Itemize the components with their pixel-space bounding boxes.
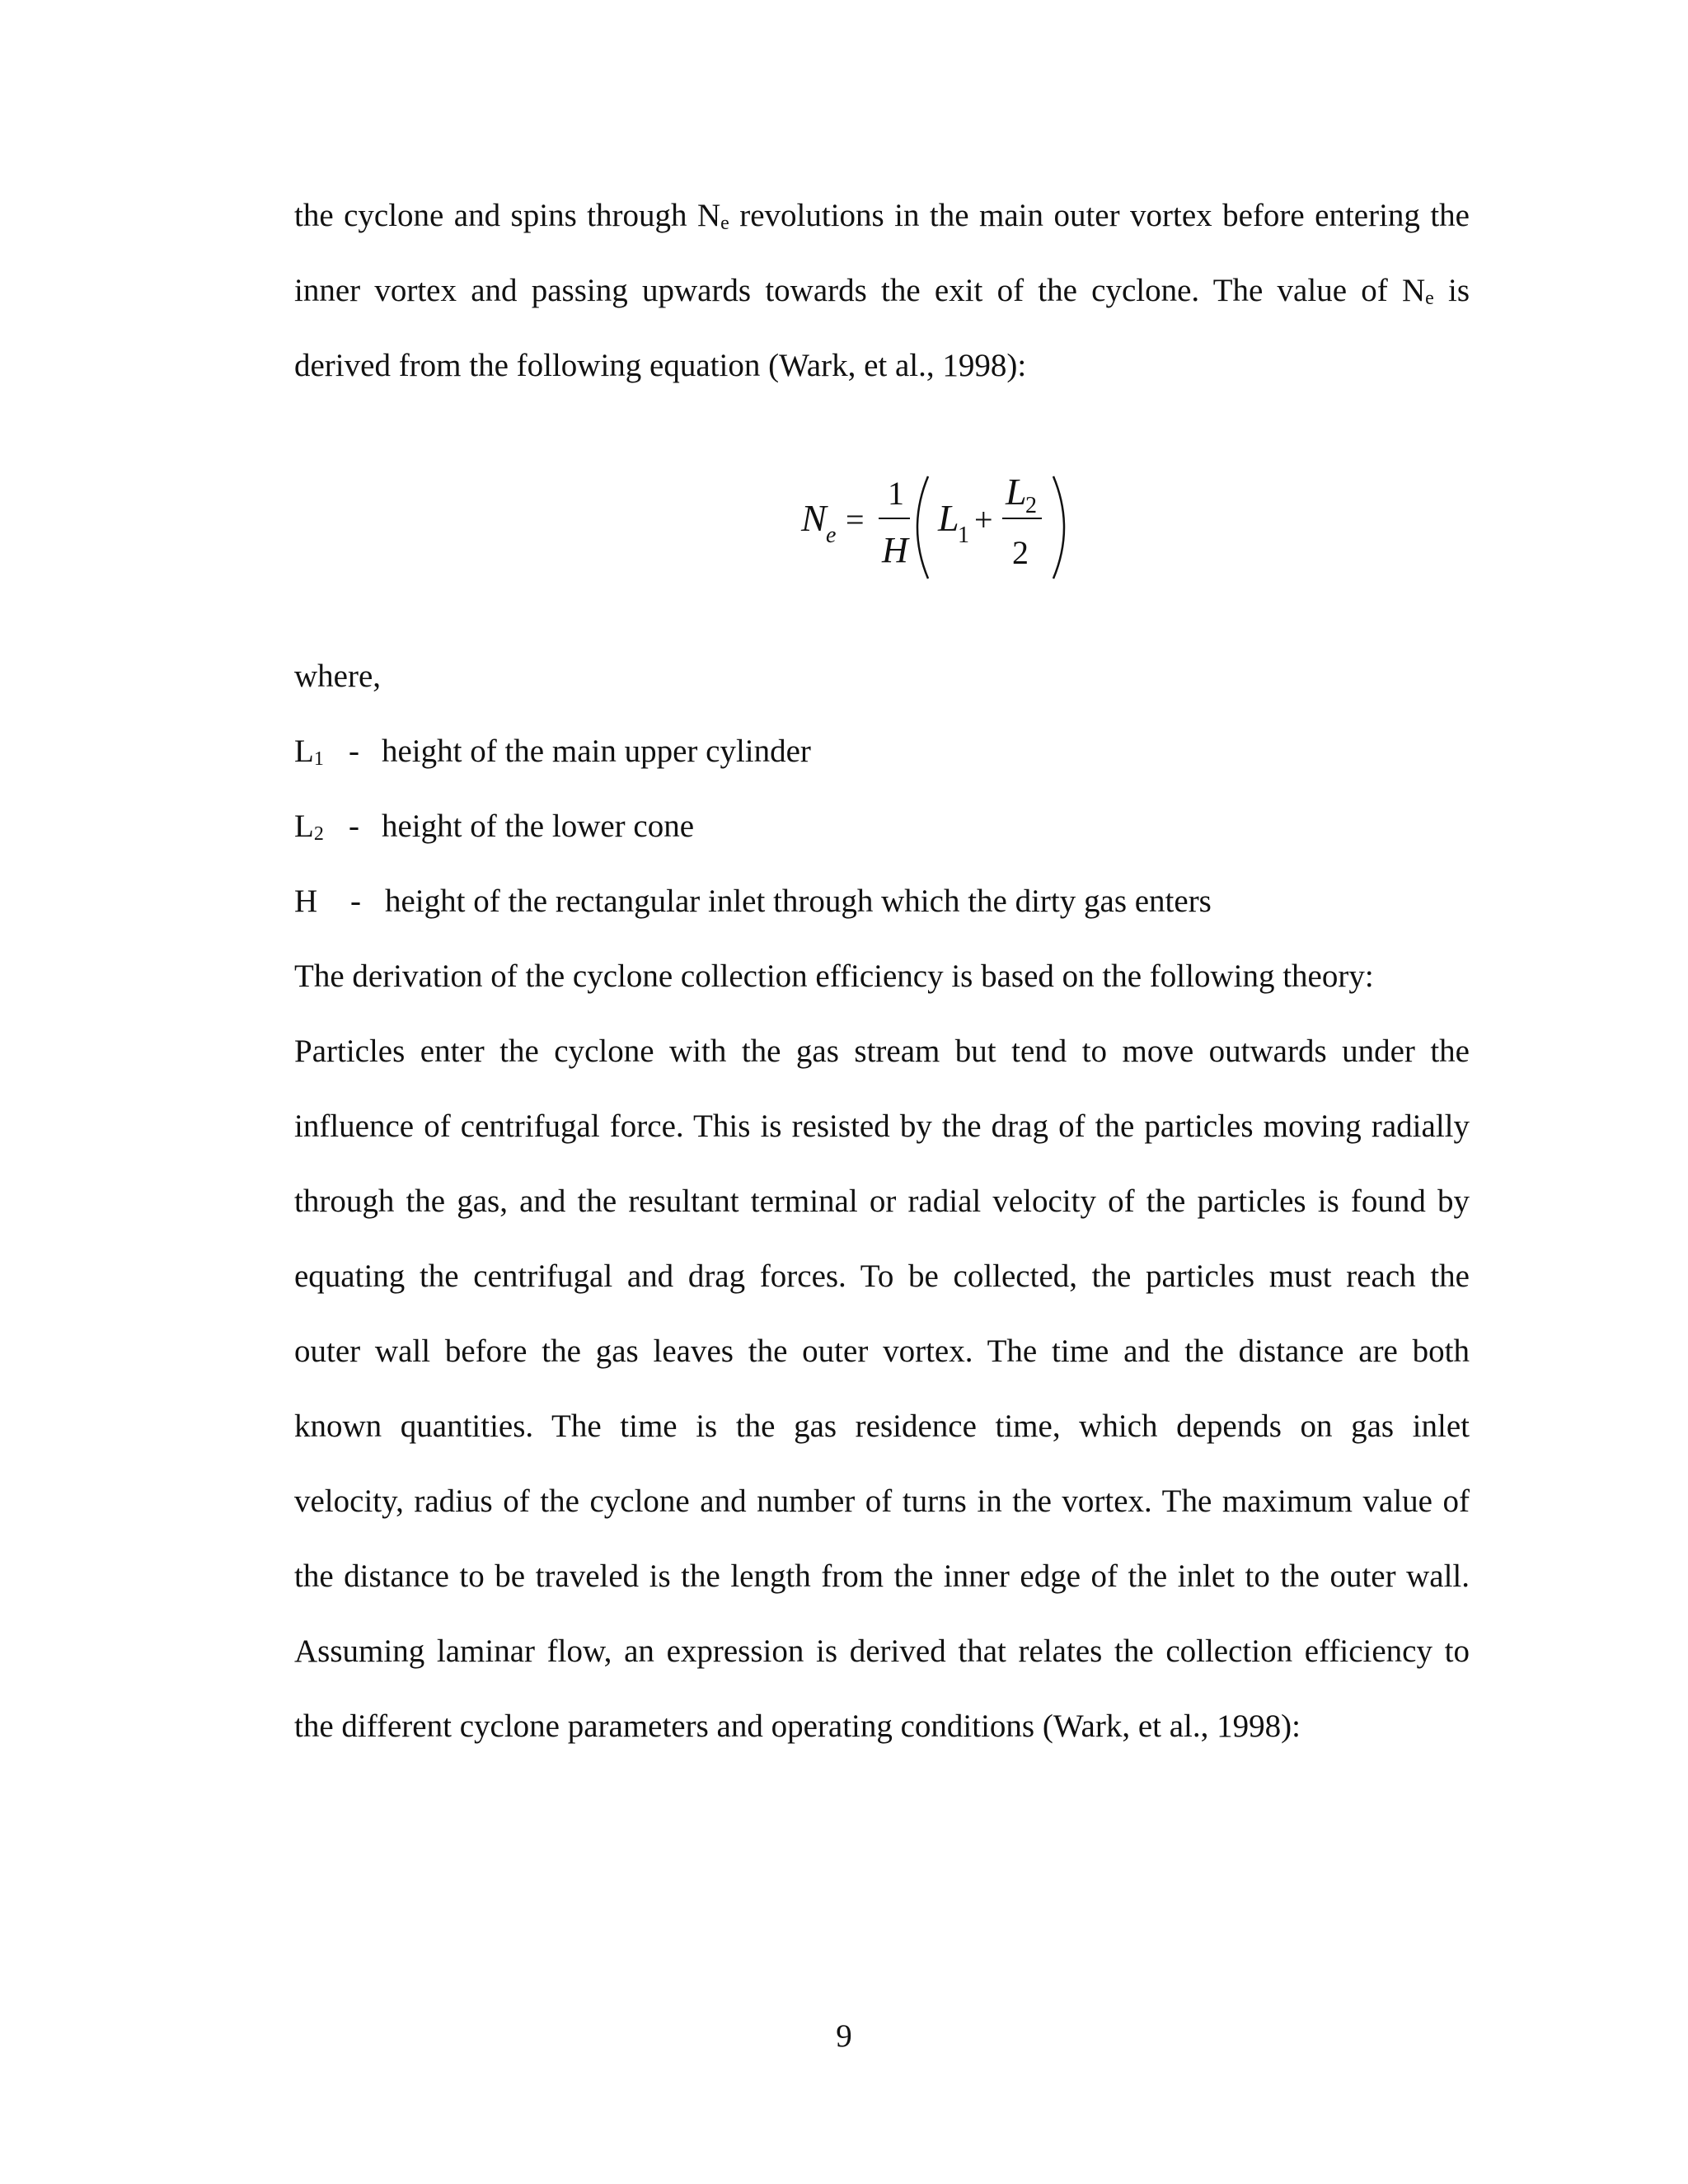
eq-frac-num: 1: [888, 475, 904, 512]
definition-dash: -: [349, 733, 359, 769]
definition-text: height of the lower cone: [382, 808, 695, 844]
paragraph-line: influence of centrifugal force. This is resisted by the drag of the particles moving radially: [294, 1108, 1470, 1144]
definition-term: H: [294, 883, 318, 919]
where-label: where,: [294, 658, 382, 694]
eq-l2: L: [1006, 471, 1027, 513]
paragraph-line: equating the centrifugal and drag forces. To be collected, the particles must reach the: [294, 1258, 1470, 1294]
eq-l1-sub: 1: [958, 523, 969, 548]
paragraph-line: Particles enter the cyclone with the gas stream but tend to move outwards under the: [294, 1033, 1470, 1069]
paragraph-line: inner vortex and passing upwards towards the exit of the cyclone. The value of Ne is: [294, 273, 1470, 309]
eq-equals: =: [846, 501, 865, 538]
paragraph-line: The derivation of the cyclone collection efficiency is based on the following theory:: [294, 958, 1374, 994]
eq-frac-den: H: [882, 530, 908, 570]
definition-term: L1: [294, 733, 324, 770]
paragraph-line: velocity, radius of the cyclone and number of turns in the vortex. The maximum value of: [294, 1483, 1470, 1519]
paragraph-line: derived from the following equation (Wark, et al., 1998):: [294, 348, 1027, 383]
definition-dash: -: [350, 883, 361, 919]
paragraph-line: the different cyclone parameters and operating conditions (Wark, et al., 1998):: [294, 1708, 1301, 1744]
page-number: 9: [836, 2018, 852, 2054]
eq-plus: +: [974, 501, 993, 538]
right-paren-icon: [1053, 476, 1064, 579]
definition-dash: -: [349, 808, 359, 844]
definition-text: height of the rectangular inlet through which the dirty gas enters: [385, 883, 1212, 919]
eq-lhs-sub: e: [826, 523, 837, 548]
definition-term: L2: [294, 808, 324, 845]
definition-text: height of the main upper cylinder: [382, 733, 811, 769]
eq-l2-sub: 2: [1025, 493, 1037, 518]
eq-l1: L: [938, 497, 959, 539]
paragraph-line: outer wall before the gas leaves the outer vortex. The time and the distance are both: [294, 1333, 1470, 1369]
paragraph-line: the cyclone and spins through Ne revolutions in the main outer vortex before entering the: [294, 198, 1470, 234]
paragraph-line: the distance to be traveled is the length from the inner edge of the inlet to the outer wall.: [294, 1558, 1470, 1594]
eq-two: 2: [1012, 534, 1029, 571]
paragraph-line: through the gas, and the resultant terminal or radial velocity of the particles is found by: [294, 1183, 1470, 1219]
paragraph-line: Assuming laminar flow, an expression is derived that relates the collection efficiency to: [294, 1633, 1470, 1669]
equation: [791, 462, 1088, 593]
eq-lhs: N: [801, 497, 827, 539]
left-paren-icon: [917, 476, 928, 579]
paragraph-line: known quantities. The time is the gas residence time, which depends on gas inlet: [294, 1408, 1470, 1444]
